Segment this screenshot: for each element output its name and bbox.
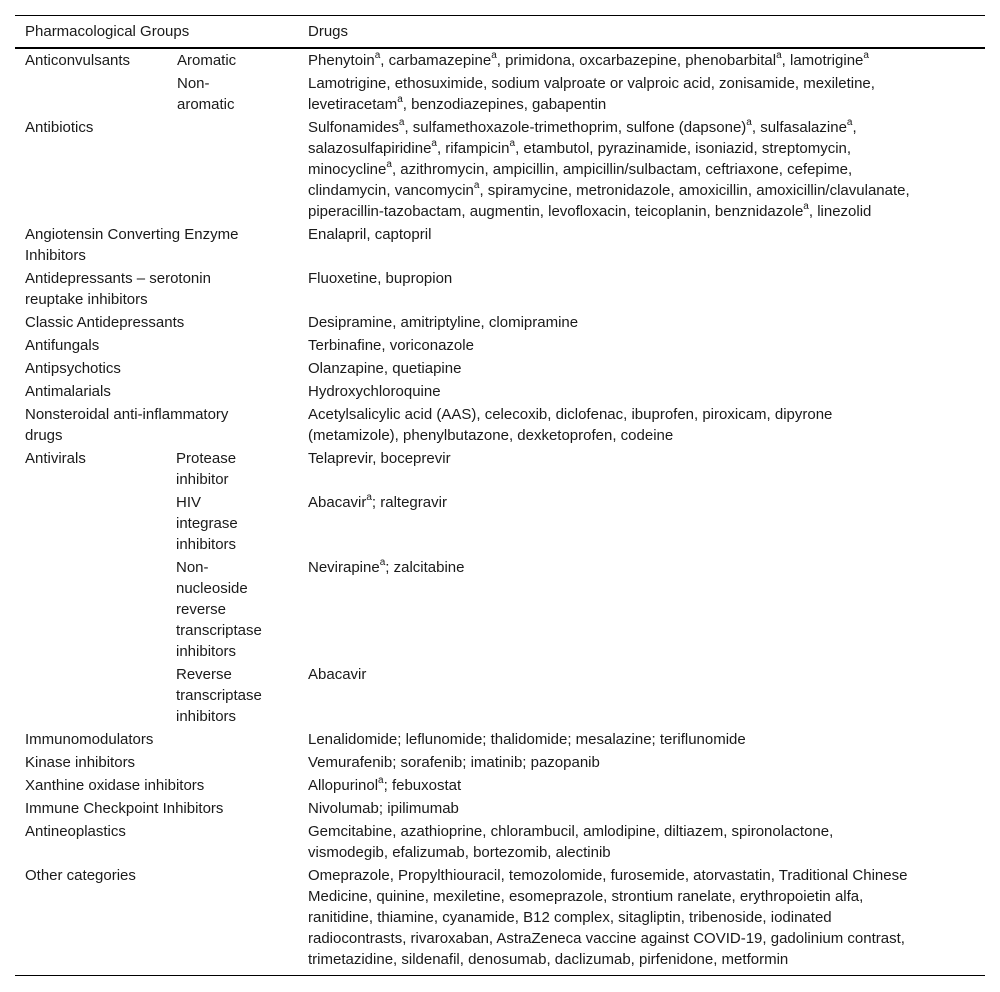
group-cell: Classic Antidepressants: [25, 314, 185, 331]
drugs-cell: Sulfonamides$^a$, sulfamethoxazole-trimethoprim, sulfone (dapsone)$^a$, sulfasalazine$^a$,: [308, 117, 857, 136]
drugs-cell: salazosulfapiridine$^a$, rifampicin$^a$, etambutol, pyrazinamide, isoniazid, streptomycin,: [308, 138, 852, 157]
subgroup-cell: integrase: [176, 515, 238, 532]
footnote-marker: a: [776, 50, 782, 61]
footnote-marker: a: [473, 180, 480, 191]
group-cell: Other categories: [25, 867, 136, 884]
subgroup-cell: inhibitors: [176, 708, 237, 725]
drugs-cell: clindamycin, vancomycin$^a$, spiramycine, metronidazole, amoxicillin, amoxicillin/clavulanate,: [308, 180, 910, 199]
group-cell: Inhibitors: [25, 247, 86, 264]
drugs-cell: Medicine, quinine, mexiletine, esomeprazole, strontium ranelate, erythropoietin alfa,: [308, 888, 864, 905]
footnote-marker: a: [386, 159, 392, 170]
footnote-marker: a: [509, 138, 516, 149]
footnote-marker: a: [846, 117, 853, 128]
table-bottom-rule: [15, 975, 985, 976]
drugs-cell: Allopurinol$^a$; febuxostat: [308, 775, 462, 794]
footnote-marker: a: [379, 557, 386, 568]
subgroup-cell: Protease: [176, 450, 237, 467]
group-cell: Antivirals: [25, 450, 86, 467]
drugs-cell: Nivolumab; ipilimumab: [308, 800, 459, 817]
drugs-cell: Terbinafine, voriconazole: [308, 337, 474, 354]
group-cell: drugs: [25, 427, 63, 444]
drugs-cell: piperacillin-tazobactam, augmentin, levofloxacin, teicoplanin, benznidazole$^a$, linezolid: [308, 201, 872, 220]
subgroup-cell: nucleoside: [176, 580, 248, 597]
footnote-marker: a: [397, 94, 403, 105]
drugs-cell: ranitidine, thiamine, cyanamide, B12 complex, sitagliptin, tribenoside, iodinated: [308, 909, 832, 926]
header-pharmacological-groups: Pharmacological Groups: [25, 23, 190, 40]
drugs-cell: Hydroxychloroquine: [308, 383, 441, 400]
drugs-cell: Acetylsalicylic acid (AAS), celecoxib, diclofenac, ibuprofen, piroxicam, dipyrone: [308, 406, 833, 423]
footnote-marker: a: [863, 50, 869, 61]
group-cell: Antimalarials: [25, 383, 111, 400]
group-cell: Angiotensin Converting Enzyme: [25, 226, 239, 243]
group-cell: Antidepressants – serotonin: [25, 270, 211, 287]
drugs-cell: Telaprevir, boceprevir: [308, 450, 451, 467]
subgroup-cell: aromatic: [177, 96, 235, 113]
drugs-cell: Gemcitabine, azathioprine, chlorambucil, amlodipine, diltiazem, spironolactone,: [308, 823, 834, 840]
group-cell: reuptake inhibitors: [25, 291, 148, 308]
drugs-cell: Desipramine, amitriptyline, clomipramine: [308, 314, 579, 331]
group-cell: Nonsteroidal anti-inflammatory: [25, 406, 229, 423]
drugs-cell: levetiracetam$^a$, benzodiazepines, gabapentin: [308, 94, 607, 113]
drugs-cell: Lenalidomide; leflunomide; thalidomide; mesalazine; teriflunomide: [308, 731, 746, 748]
footnote-marker: a: [366, 492, 372, 503]
drugs-cell: Fluoxetine, bupropion: [308, 270, 453, 287]
drugs-cell: minocycline$^a$, azithromycin, ampicillin, ampicillin/sulbactam, ceftriaxone, cefepime,: [308, 159, 853, 178]
header-drugs: Drugs: [308, 23, 349, 40]
subgroup-cell: HIV: [176, 494, 202, 511]
subgroup-cell: Aromatic: [177, 52, 237, 69]
drugs-cell: Omeprazole, Propylthiouracil, temozolomide, furosemide, atorvastatin, Traditional Chinese: [308, 867, 908, 884]
group-cell: Antineoplastics: [25, 823, 126, 840]
subgroup-cell: transcriptase: [176, 687, 262, 704]
table-header-rule: [15, 47, 985, 49]
drugs-cell: Abacavir$^a$; raltegravir: [308, 492, 447, 511]
subgroup-cell: Reverse: [176, 666, 232, 683]
drugs-cell: Enalapril, captopril: [308, 226, 432, 243]
drugs-cell: Nevirapine$^a$; zalcitabine: [308, 557, 465, 576]
group-cell: Antipsychotics: [25, 360, 121, 377]
drugs-cell: (metamizole), phenylbutazone, dexketoprofen, codeine: [308, 427, 674, 444]
subgroup-cell: inhibitor: [176, 471, 229, 488]
drugs-cell: radiocontrasts, rivaroxaban, AstraZeneca vaccine against COVID-19, gadolinium contrast,: [308, 930, 905, 947]
group-cell: Immunomodulators: [25, 731, 154, 748]
drugs-cell: Vemurafenib; sorafenib; imatinib; pazopanib: [308, 754, 600, 771]
group-cell: Antibiotics: [25, 119, 94, 136]
drugs-cell: Lamotrigine, ethosuximide, sodium valproate or valproic acid, zonisamide, mexiletine,: [308, 75, 875, 92]
group-cell: Antifungals: [25, 337, 100, 354]
footnote-marker: a: [378, 775, 384, 786]
group-cell: Kinase inhibitors: [25, 754, 136, 771]
footnote-marker: a: [491, 50, 497, 61]
subgroup-cell: reverse: [176, 601, 227, 618]
drugs-cell: trimetazidine, sildenafil, denosumab, daclizumab, pirfenidone, metformin: [308, 951, 789, 968]
drugs-cell: Phenytoin$^a$, carbamazepine$^a$, primidona, oxcarbazepine, phenobarbital$^a$, lamotrigine$^a$: [308, 50, 869, 69]
footnote-marker: a: [746, 117, 752, 128]
group-cell: Immune Checkpoint Inhibitors: [25, 800, 224, 817]
subgroup-cell: inhibitors: [176, 643, 237, 660]
subgroup-cell: Non-: [177, 75, 210, 92]
footnote-marker: a: [374, 50, 381, 61]
footnote-marker: a: [431, 138, 437, 149]
subgroup-cell: inhibitors: [176, 536, 237, 553]
footnote-marker: a: [803, 201, 809, 212]
drugs-cell: Abacavir: [308, 666, 367, 683]
table-top-rule: [15, 15, 985, 16]
subgroup-cell: transcriptase: [176, 622, 262, 639]
footnote-marker: a: [398, 117, 405, 128]
group-cell: Xanthine oxidase inhibitors: [25, 777, 205, 794]
drugs-cell: Olanzapine, quetiapine: [308, 360, 462, 377]
group-cell: Anticonvulsants: [25, 52, 131, 69]
drugs-cell: vismodegib, efalizumab, bortezomib, alectinib: [308, 844, 611, 861]
subgroup-cell: Non-: [176, 559, 209, 576]
